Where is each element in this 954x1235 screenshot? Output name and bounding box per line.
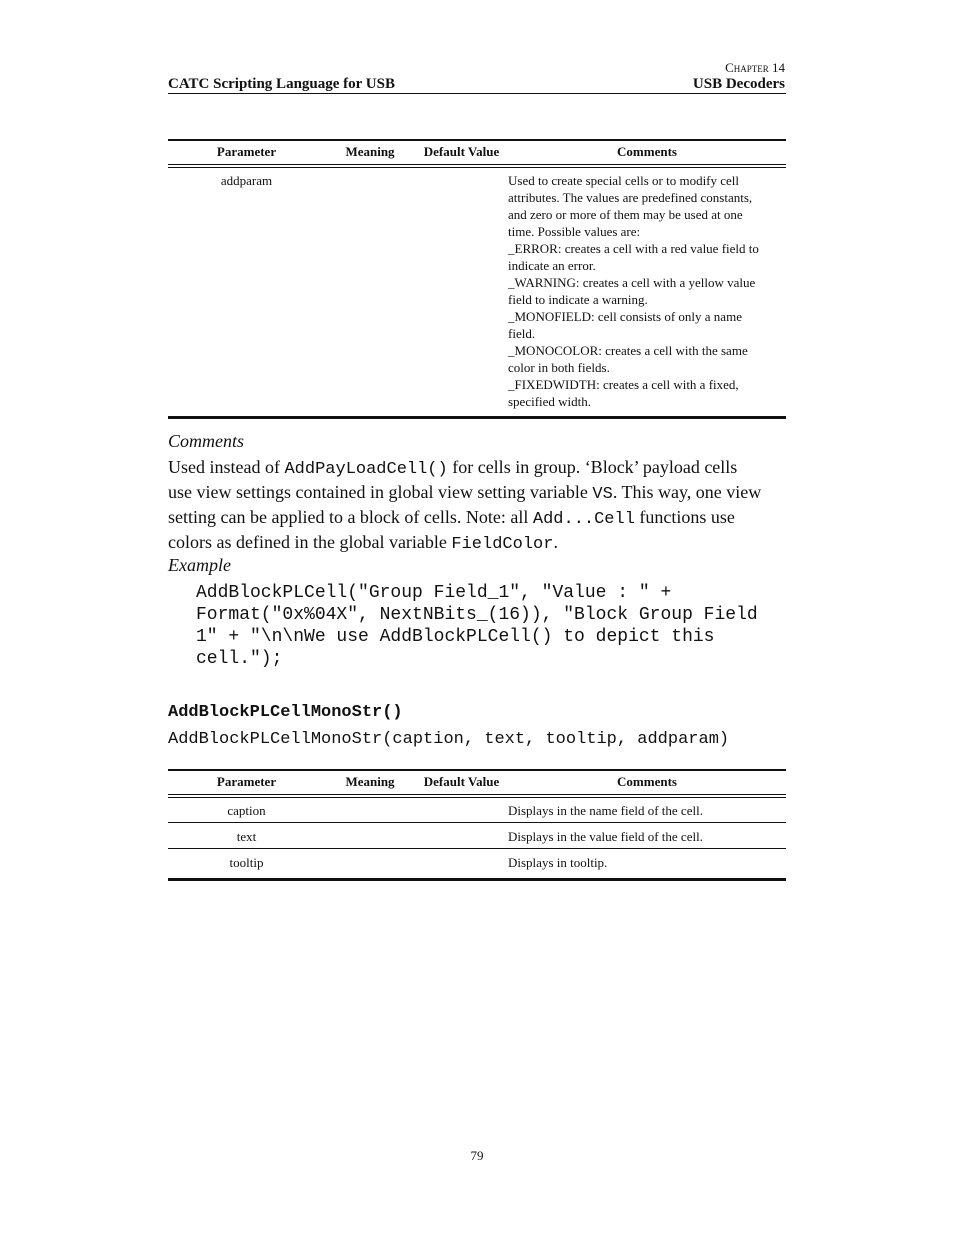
col-parameter: Parameter <box>216 144 277 159</box>
col-comments: Comments <box>617 774 677 789</box>
cell-meaning <box>325 802 415 819</box>
col-meaning: Meaning <box>345 144 395 159</box>
comment-line: specified width. <box>508 394 592 409</box>
inline-code: FieldColor <box>451 535 554 554</box>
comment-line: field to indicate a warning. <box>508 292 648 307</box>
col-default-value: Default Value <box>423 144 500 159</box>
cell-comment: Displays in the value field of the cell. <box>508 829 703 844</box>
comment-line: indicate an error. <box>508 258 596 273</box>
running-header-section: USB Decoders <box>692 76 785 92</box>
function-signature: AddBlockPLCellMonoStr(caption, text, tooltip, addparam) <box>168 730 730 749</box>
inline-code: AddPayLoadCell() <box>284 460 448 479</box>
code-line: 1" + "\n\nWe use AddBlockPLCell() to depict this <box>196 627 715 647</box>
col-parameter: Parameter <box>216 774 277 789</box>
table-row <box>168 823 786 849</box>
running-header-title: CATC Scripting Language for USB <box>168 76 395 92</box>
code-line: Format("0x%04X", NextNBits_(16)), "Block Group Field <box>196 605 758 625</box>
comment-line: _MONOFIELD: cell consists of only a name <box>508 309 742 324</box>
table-bottom-rule <box>168 416 786 419</box>
function-title: AddBlockPLCellMonoStr() <box>168 703 403 722</box>
cell-param: text <box>236 829 257 844</box>
comment-line: _MONOCOLOR: creates a cell with the same <box>508 343 748 358</box>
cell-param: tooltip <box>229 855 264 870</box>
cell-default <box>415 802 508 819</box>
chapter-label: Chapter 14 <box>725 60 785 75</box>
col-comments: Comments <box>617 144 677 159</box>
inline-code: VS <box>592 485 613 504</box>
comment-line: attributes. The values are predefined constants, <box>508 190 753 205</box>
comment-line: time. Possible values are: <box>508 224 641 239</box>
table-header-row <box>168 141 786 163</box>
comment-line: _ERROR: creates a cell with a red value field to <box>508 241 759 256</box>
cell-meaning <box>325 854 415 871</box>
cell-comment: Displays in the name field of the cell. <box>508 803 703 818</box>
example-code-block <box>196 582 758 670</box>
table-bottom-rule <box>168 878 786 881</box>
comments-heading: Comments <box>168 431 244 451</box>
parameter-table-2 <box>168 769 786 881</box>
header-rule <box>168 93 786 94</box>
table-row <box>168 798 786 823</box>
parameter-table-1 <box>168 139 786 419</box>
code-line: AddBlockPLCell("Group Field_1", "Value : " + <box>196 583 672 603</box>
col-default-value: Default Value <box>423 774 500 789</box>
cell-default <box>415 854 508 871</box>
cell-default <box>415 172 508 410</box>
comments-paragraph: Used instead of AddPayLoadCell() for cells in group. ‘Block’ payload cells use view settings contained in global view setting variable VS. This way, one view setting can be applied to a block of cells. Note: all Add...Cell functions use colors as defined in the global variable FieldColor. <box>168 457 762 554</box>
cell-default <box>415 828 508 845</box>
code-line: cell."); <box>196 649 283 669</box>
cell-param: caption <box>227 803 266 818</box>
table-row <box>168 849 786 878</box>
cell-meaning <box>325 828 415 845</box>
comment-line: and zero or more of them may be used at one <box>508 207 743 222</box>
cell-comment <box>508 172 786 410</box>
comment-line: _WARNING: creates a cell with a yellow value <box>508 275 756 290</box>
comment-line: field. <box>508 326 536 341</box>
col-meaning: Meaning <box>345 774 395 789</box>
comment-line: _FIXEDWIDTH: creates a cell with a fixed, <box>508 377 739 392</box>
table-header-row <box>168 771 786 793</box>
table-row <box>168 168 786 416</box>
cell-param: addparam <box>220 173 273 188</box>
page-number: 79 <box>470 1148 484 1163</box>
comment-line: Used to create special cells or to modify cell <box>508 173 740 188</box>
comment-line: color in both fields. <box>508 360 610 375</box>
example-heading: Example <box>168 555 231 575</box>
inline-code: Add...Cell <box>532 510 635 529</box>
cell-meaning <box>325 172 415 410</box>
cell-comment: Displays in tooltip. <box>508 855 608 870</box>
